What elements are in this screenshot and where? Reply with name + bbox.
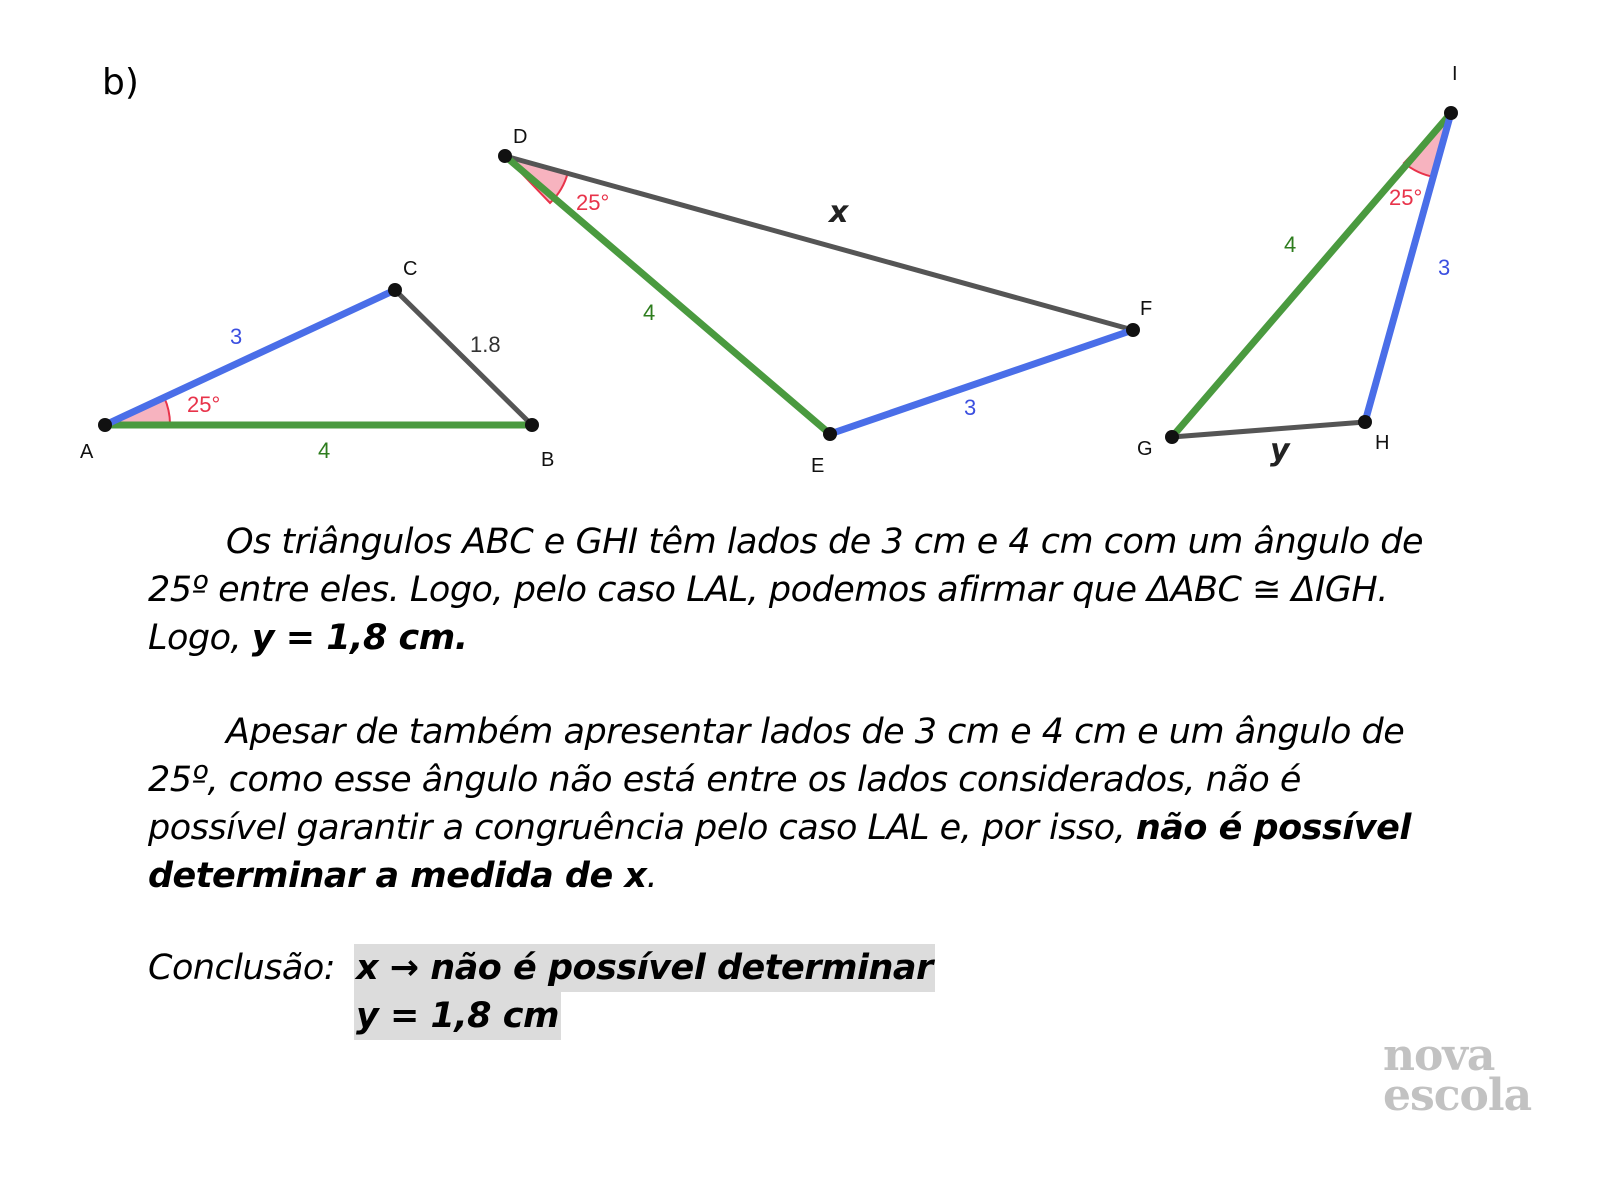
logo-line-1: nova [1383,1030,1495,1081]
explanation-paragraph-1 [148,518,1448,662]
paragraph2-text: Apesar de também apresentar lados de 3 cm e 4 cm e um ângulo de 25º, como esse ângulo não está entre os lados considerados, não é possível garantir a congruência pelo caso LAL e, por isso, [148,712,1405,848]
item-label: b) [102,62,139,103]
conclusion-x-result: x → não é possível determinar [354,944,935,992]
label-h: H [1375,432,1390,454]
conclusion-y-result: y = 1,8 cm [354,992,561,1040]
triangles-figure [0,0,1600,500]
label-side-de: 4 [643,300,656,325]
label-f: F [1140,298,1153,320]
paragraph2-bold: não é possível determinar a medida de x [148,808,1411,896]
label-e: E [811,455,825,477]
label-side-ab: 4 [318,438,331,463]
label-side-df: x [829,195,849,230]
label-c: C [403,258,418,280]
label-side-ac: 3 [230,324,243,349]
side-de [505,156,830,434]
label-angle-d: 25° [576,190,610,215]
paragraph1-bold: y = 1,8 cm. [251,618,468,658]
point-e [823,427,837,441]
label-side-gi: 4 [1284,232,1297,257]
nova-escola-logo [1383,1030,1533,1121]
point-h [1358,415,1372,429]
side-ac [105,290,395,425]
label-angle-a: 25° [187,392,221,417]
paragraph1-text: Os triângulos ABC e GHI têm lados de 3 cm e 4 cm com um ângulo de 25º entre eles. Logo, pelo caso LAL, podemos afirmar que ΔABC ≅ ΔIGH. Logo, [148,522,1424,658]
label-a: A [80,441,94,463]
label-i: I [1452,63,1458,85]
triangle-abc [80,258,554,471]
side-ef [830,330,1133,434]
conclusion-label: Conclusão: [148,948,336,988]
logo-line-2: escola [1383,1070,1532,1121]
explanation-paragraph-2 [148,708,1448,900]
point-c [388,283,402,297]
label-d: D [513,126,528,148]
side-df [505,156,1133,330]
label-side-hi: 3 [1438,255,1451,280]
point-b [525,418,539,432]
label-g: G [1137,438,1153,460]
point-g [1165,430,1179,444]
point-a [98,418,112,432]
label-b: B [541,449,555,471]
triangle-def [498,126,1152,477]
side-cb [395,290,532,425]
label-side-cb: 1.8 [470,332,501,357]
side-gh [1172,422,1365,437]
point-i [1444,106,1458,120]
label-side-ef: 3 [964,395,977,420]
paragraph2-end: . [646,856,658,896]
label-angle-i: 25° [1389,185,1423,210]
triangle-ghi [1137,63,1458,468]
point-d [498,149,512,163]
label-side-gh: y [1270,433,1290,468]
point-f [1126,323,1140,337]
